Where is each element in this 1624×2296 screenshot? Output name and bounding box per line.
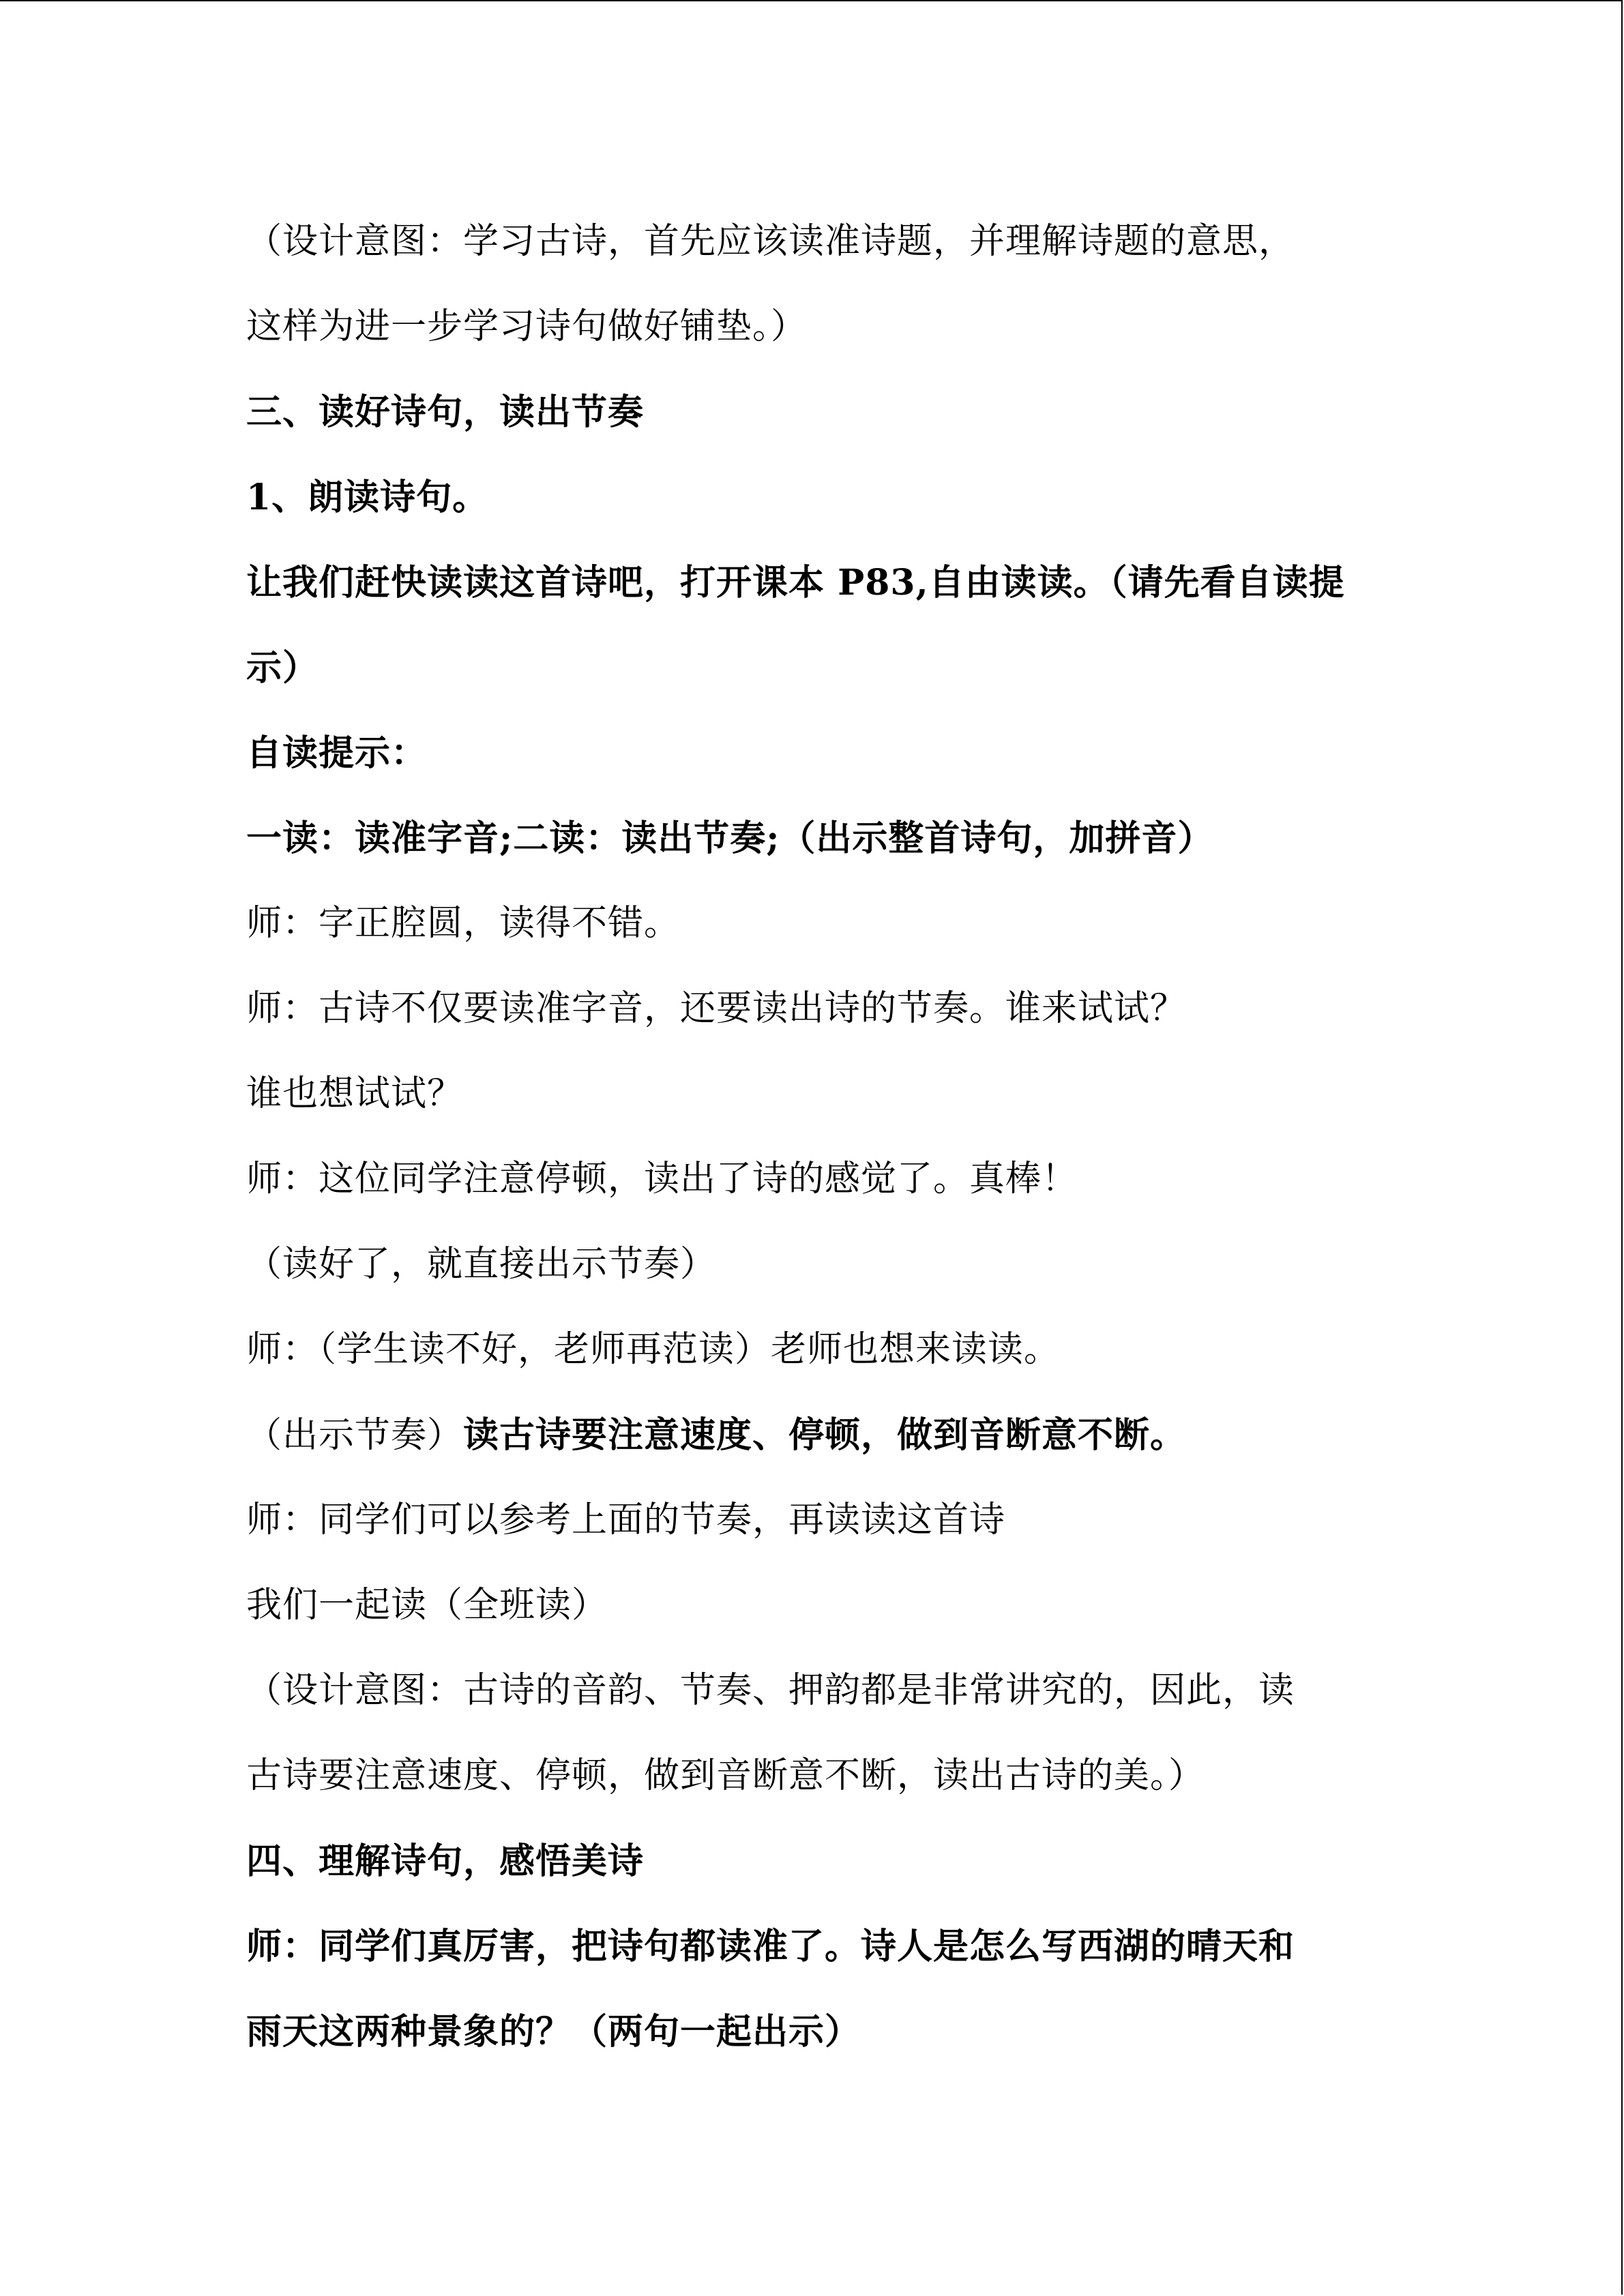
text-run: 古诗要注意速度、停顿，做到音断意不断，读出古诗的美。） <box>246 1755 1205 1796</box>
text-run: （出示节奏） <box>246 1415 464 1456</box>
design-intent-line-2 <box>246 284 1378 370</box>
design-intent-line-3 <box>246 1648 1378 1733</box>
text-run: 师：古诗不仅要读准字音，还要读出诗的节奏。谁来试试？ <box>246 988 1187 1029</box>
rhythm-line <box>246 1392 1378 1478</box>
document-body <box>246 199 1378 2074</box>
design-intent-line-4 <box>246 1733 1378 1819</box>
teacher-question-line-2 <box>246 1989 1378 2074</box>
teacher-line-1 <box>246 881 1378 966</box>
text-run: 自读提示： <box>246 732 428 774</box>
note-line <box>246 1222 1378 1307</box>
section-heading-4 <box>246 1819 1378 1904</box>
text-run: 这样为进一步学习诗句做好铺垫。） <box>246 306 808 347</box>
text-run: 一读：读准字音;二读：读出节奏;（出示整首诗句，加拼音） <box>246 818 1214 859</box>
instruction-line-1 <box>246 540 1378 625</box>
text-run: 师：字正腔圆，读得不错。 <box>246 903 681 944</box>
text-run-bold: 读古诗要注意速度、停顿，做到音断意不断。 <box>463 1414 1187 1456</box>
text-run: 谁也想试试？ <box>246 1073 464 1114</box>
text-run: 1、朗读诗句。 <box>246 477 489 518</box>
text-run: 让我们赶快读读这首诗吧，打开课本 P83,自由读读。（请先看自读提 <box>246 562 1345 603</box>
text-run: 师：（学生读不好，老师再范读）老师也想来读读。 <box>246 1329 1061 1370</box>
self-reading-tips-content <box>246 796 1378 881</box>
text-run: 三、读好诗句，读出节奏 <box>246 391 645 433</box>
teacher-line-5 <box>246 1478 1378 1563</box>
text-run: 师：同学们真厉害，把诗句都读准了。诗人是怎么写西湖的晴天和 <box>246 1926 1295 1967</box>
step-heading-1 <box>246 455 1378 540</box>
text-run: （设计意图：古诗的音韵、节奏、押韵都是非常讲究的，因此，读 <box>246 1670 1295 1711</box>
teacher-line-4 <box>246 1307 1378 1392</box>
text-run: 我们一起读（全班读） <box>246 1585 608 1626</box>
instruction-line-2 <box>246 625 1378 711</box>
text-run: 示） <box>246 647 319 689</box>
text-run: （设计意图：学习古诗，首先应该读准诗题，并理解诗题的意思， <box>246 221 1295 262</box>
teacher-line-3 <box>246 1137 1378 1222</box>
design-intent-line-1 <box>246 199 1378 284</box>
prompt-line <box>246 1052 1378 1137</box>
text-run: 师：这位同学注意停顿，读出了诗的感觉了。真棒！ <box>246 1159 1078 1199</box>
text-run: 雨天这两种景象的？（两句一起出示） <box>246 2011 861 2053</box>
section-heading-3 <box>246 370 1378 455</box>
text-run: 四、理解诗句，感悟美诗 <box>246 1840 645 1882</box>
teacher-line-2 <box>246 966 1378 1052</box>
text-run: 师：同学们可以参考上面的节奏，再读读这首诗 <box>246 1500 1006 1540</box>
text-run: （读好了，就直接出示节奏） <box>246 1244 717 1285</box>
class-reading-line <box>246 1563 1378 1648</box>
self-reading-tips-label <box>246 711 1378 796</box>
teacher-question-line-1 <box>246 1904 1378 1989</box>
